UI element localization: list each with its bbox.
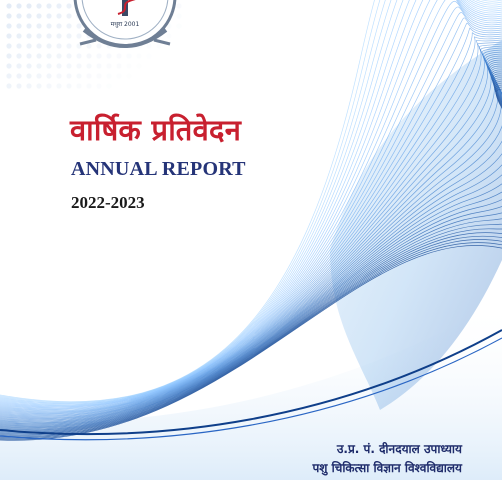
- seal-text: मथुरा 2001: [110, 21, 140, 28]
- university-seal-logo: [66, 0, 184, 56]
- report-title-hindi: वार्षिक प्रतिवेदन: [70, 113, 242, 147]
- report-year: 2022-2023: [71, 193, 145, 212]
- report-title-english: ANNUAL REPORT: [71, 158, 246, 180]
- university-name-line2: पशु चिकित्सा विज्ञान विश्वविद्यालय: [312, 461, 462, 475]
- university-name: [312, 440, 462, 478]
- university-name-line1: उ.प्र. पं. दीनदयाल उपाध्याय: [336, 442, 462, 456]
